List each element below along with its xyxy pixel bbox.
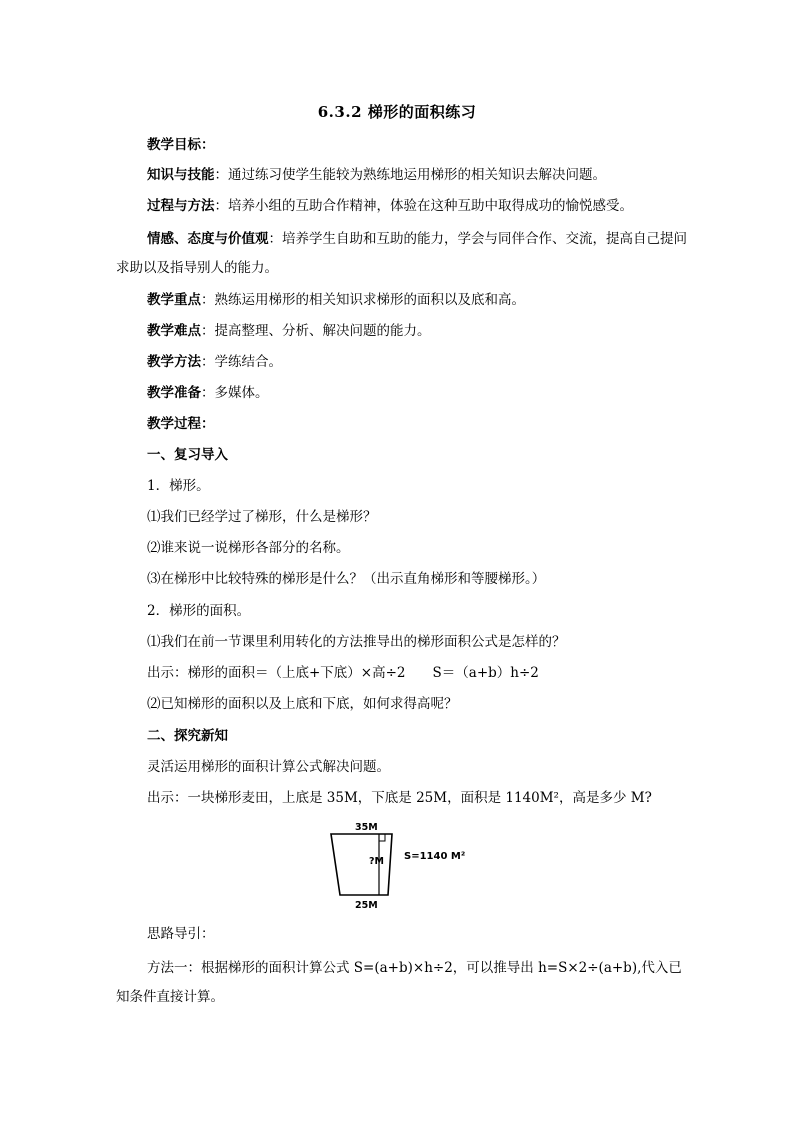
emotion-label: 情感、态度与价值观 (147, 231, 269, 247)
process-text: ：培养小组的互助合作精神，体验在这种互助中取得成功的愉悦感受。 (214, 198, 633, 214)
question-2: ⑵谁来说一说梯形各部分的名称。 (147, 540, 350, 556)
difficulty (147, 321, 687, 341)
bottom-base-label: 25M (355, 900, 378, 910)
process-label: 过程与方法 (147, 198, 215, 214)
key-point (147, 290, 687, 310)
height-label: ?M (369, 856, 384, 867)
guide-heading: 思路导引： (147, 926, 215, 942)
question-1: ⑴我们已经学过了梯形，什么是梯形？ (147, 509, 377, 525)
difficulty-label: 教学难点 (147, 323, 201, 339)
emotion-goal (116, 225, 694, 283)
item-area: 2．梯形的面积。 (147, 603, 251, 619)
area-label: S=1140 M² (404, 851, 466, 862)
explore-intro: 灵活运用梯形的面积计算公式解决问题。 (147, 759, 390, 775)
teaching-prep (147, 383, 687, 403)
process-goal (147, 196, 687, 216)
top-base-label: 35M (355, 822, 378, 833)
item-trapezoid: 1．梯形。 (147, 478, 210, 494)
key-point-label: 教学重点 (147, 292, 201, 308)
key-point-text: ：熟练运用梯形的相关知识求梯形的面积以及底和高。 (201, 292, 525, 308)
trapezoid-figure (320, 818, 490, 910)
teaching-method (147, 352, 687, 372)
right-angle-mark (379, 834, 385, 841)
trapezoid-diagram (320, 818, 490, 910)
question-3: ⑶在梯形中比较特殊的梯形是什么？（出示直角梯形和等腰梯形。） (147, 571, 546, 587)
prep-text: ：多媒体。 (201, 385, 269, 401)
area-formula: 出示：梯形的面积＝（上底+下底）×高÷2 S＝（a+b）h÷2 (147, 665, 539, 681)
prep-label: 教学准备 (147, 385, 201, 401)
question-5: ⑵已知梯形的面积以及上底和下底，如何求得高呢？ (147, 696, 458, 712)
method-label: 教学方法 (147, 354, 201, 370)
method-text: ：学练结合。 (201, 354, 282, 370)
problem-statement: 出示：一块梯形麦田，上底是 35M，下底是 25M，面积是 1140M²，高是多少 M? (147, 790, 652, 806)
process-heading: 教学过程： (147, 416, 215, 432)
method-one: 方法一：根据梯形的面积计算公式 S=(a+b)×h÷2，可以推导出 h=S×2÷(a+b),代入已知条件直接计算。 (116, 960, 682, 1005)
difficulty-text: ：提高整理、分析、解决问题的能力。 (201, 323, 431, 339)
section-review: 一、复习导入 (147, 447, 228, 463)
goals-heading: 教学目标： (147, 137, 215, 153)
knowledge-text: ：通过练习使学生能较为熟练地运用梯形的相关知识去解决问题。 (214, 167, 606, 183)
question-4: ⑴我们在前一节课里利用转化的方法推导出的梯形面积公式是怎样的？ (147, 634, 566, 650)
section-explore: 二、探究新知 (147, 728, 228, 744)
page-title: 6.3.2 梯形的面积练习 (317, 103, 477, 121)
emotion-text: ：培养学生自助和互助的能力，学会与同伴合作、交流，提高自己提问求助以及指导别人的能力。 (116, 231, 687, 276)
knowledge-goal (147, 165, 687, 185)
knowledge-label: 知识与技能 (147, 167, 215, 183)
